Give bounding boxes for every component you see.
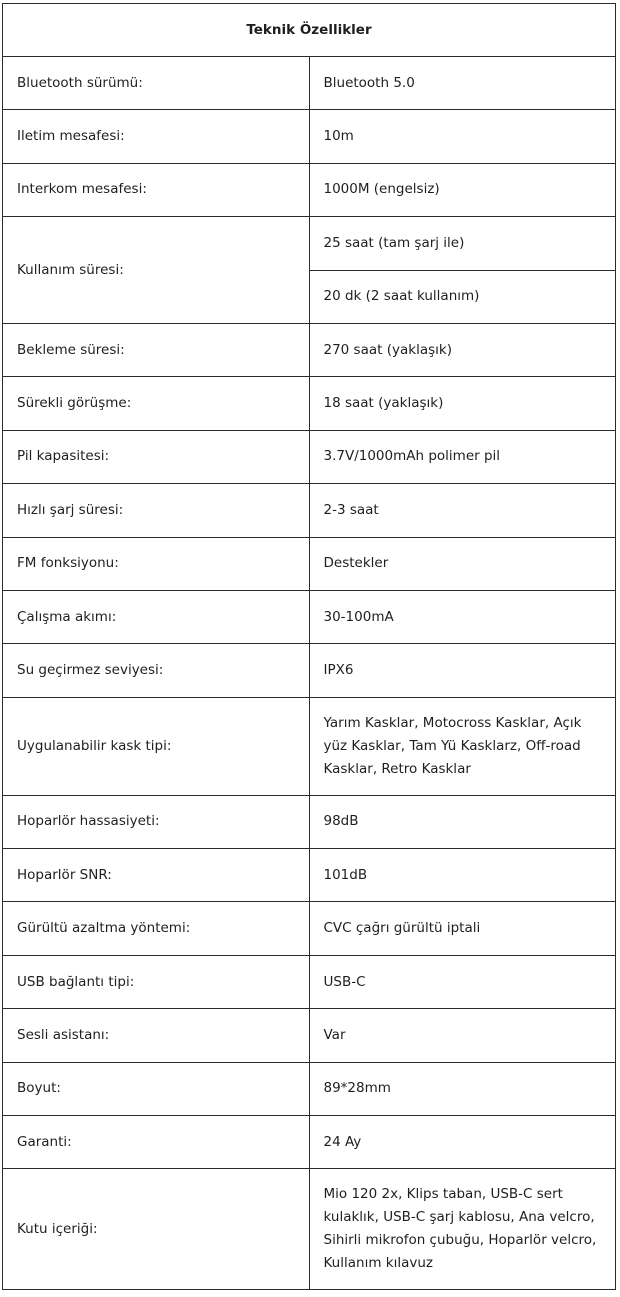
spec-value: 3.7V/1000mAh polimer pil <box>309 430 616 483</box>
spec-value: Yarım Kasklar, Motocross Kasklar, Açık yüz Kasklar, Tam Yü Kasklarz, Off-road Kasklar, Retro Kasklar <box>309 697 616 795</box>
spec-label: Sürekli görüşme: <box>3 377 310 430</box>
spec-label: Bekleme süresi: <box>3 323 310 376</box>
spec-label: Çalışma akımı: <box>3 590 310 643</box>
table-row <box>3 1169 616 1290</box>
spec-label: Uygulanabilir kask tipi: <box>3 697 310 795</box>
table-row <box>3 484 616 537</box>
spec-label: Interkom mesafesi: <box>3 163 310 216</box>
spec-label: Kutu içeriği: <box>3 1169 310 1290</box>
spec-value: 20 dk (2 saat kullanım) <box>309 270 616 323</box>
table-title: Teknik Özellikler <box>3 4 616 57</box>
table-row <box>3 377 616 430</box>
spec-value: 101dB <box>309 849 616 902</box>
spec-value: 10m <box>309 110 616 163</box>
spec-label: Su geçirmez seviyesi: <box>3 644 310 697</box>
spec-value: Destekler <box>309 537 616 590</box>
spec-label: Hızlı şarj süresi: <box>3 484 310 537</box>
table-row <box>3 849 616 902</box>
table-row <box>3 323 616 376</box>
spec-value: 98dB <box>309 795 616 848</box>
spec-label: USB bağlantı tipi: <box>3 955 310 1008</box>
table-row <box>3 590 616 643</box>
table-row <box>3 902 616 955</box>
spec-label: Hoparlör hassasiyeti: <box>3 795 310 848</box>
spec-label: Boyut: <box>3 1062 310 1115</box>
table-row <box>3 110 616 163</box>
spec-value: CVC çağrı gürültü iptali <box>309 902 616 955</box>
spec-label: Garanti: <box>3 1116 310 1169</box>
table-row <box>3 697 616 795</box>
spec-value: 2-3 saat <box>309 484 616 537</box>
spec-value: 30-100mA <box>309 590 616 643</box>
spec-value: Var <box>309 1009 616 1062</box>
table-row <box>3 163 616 216</box>
spec-label: Kullanım süresi: <box>3 217 310 324</box>
spec-value: 270 saat (yaklaşık) <box>309 323 616 376</box>
spec-value: USB-C <box>309 955 616 1008</box>
table-row <box>3 537 616 590</box>
spec-value: Mio 120 2x, Klips taban, USB-C sert kulaklık, USB-C şarj kablosu, Ana velcro, Sihirli mikrofon çubuğu, Hoparlör velcro, Kullanım kılavuz <box>309 1169 616 1290</box>
spec-label: Pil kapasitesi: <box>3 430 310 483</box>
table-row <box>3 57 616 110</box>
spec-label: FM fonksiyonu: <box>3 537 310 590</box>
spec-value: 89*28mm <box>309 1062 616 1115</box>
spec-value: 24 Ay <box>309 1116 616 1169</box>
spec-label: Hoparlör SNR: <box>3 849 310 902</box>
spec-label: Iletim mesafesi: <box>3 110 310 163</box>
spec-table <box>2 3 616 1290</box>
table-row <box>3 430 616 483</box>
spec-label: Gürültü azaltma yöntemi: <box>3 902 310 955</box>
table-row <box>3 217 616 270</box>
spec-label: Bluetooth sürümü: <box>3 57 310 110</box>
spec-value: 1000M (engelsiz) <box>309 163 616 216</box>
table-row <box>3 955 616 1008</box>
spec-value: 25 saat (tam şarj ile) <box>309 217 616 270</box>
table-row <box>3 644 616 697</box>
spec-value: IPX6 <box>309 644 616 697</box>
spec-label: Sesli asistanı: <box>3 1009 310 1062</box>
table-row <box>3 1116 616 1169</box>
table-row <box>3 1062 616 1115</box>
spec-value: 18 saat (yaklaşık) <box>309 377 616 430</box>
spec-value: Bluetooth 5.0 <box>309 57 616 110</box>
table-row <box>3 795 616 848</box>
table-row <box>3 1009 616 1062</box>
